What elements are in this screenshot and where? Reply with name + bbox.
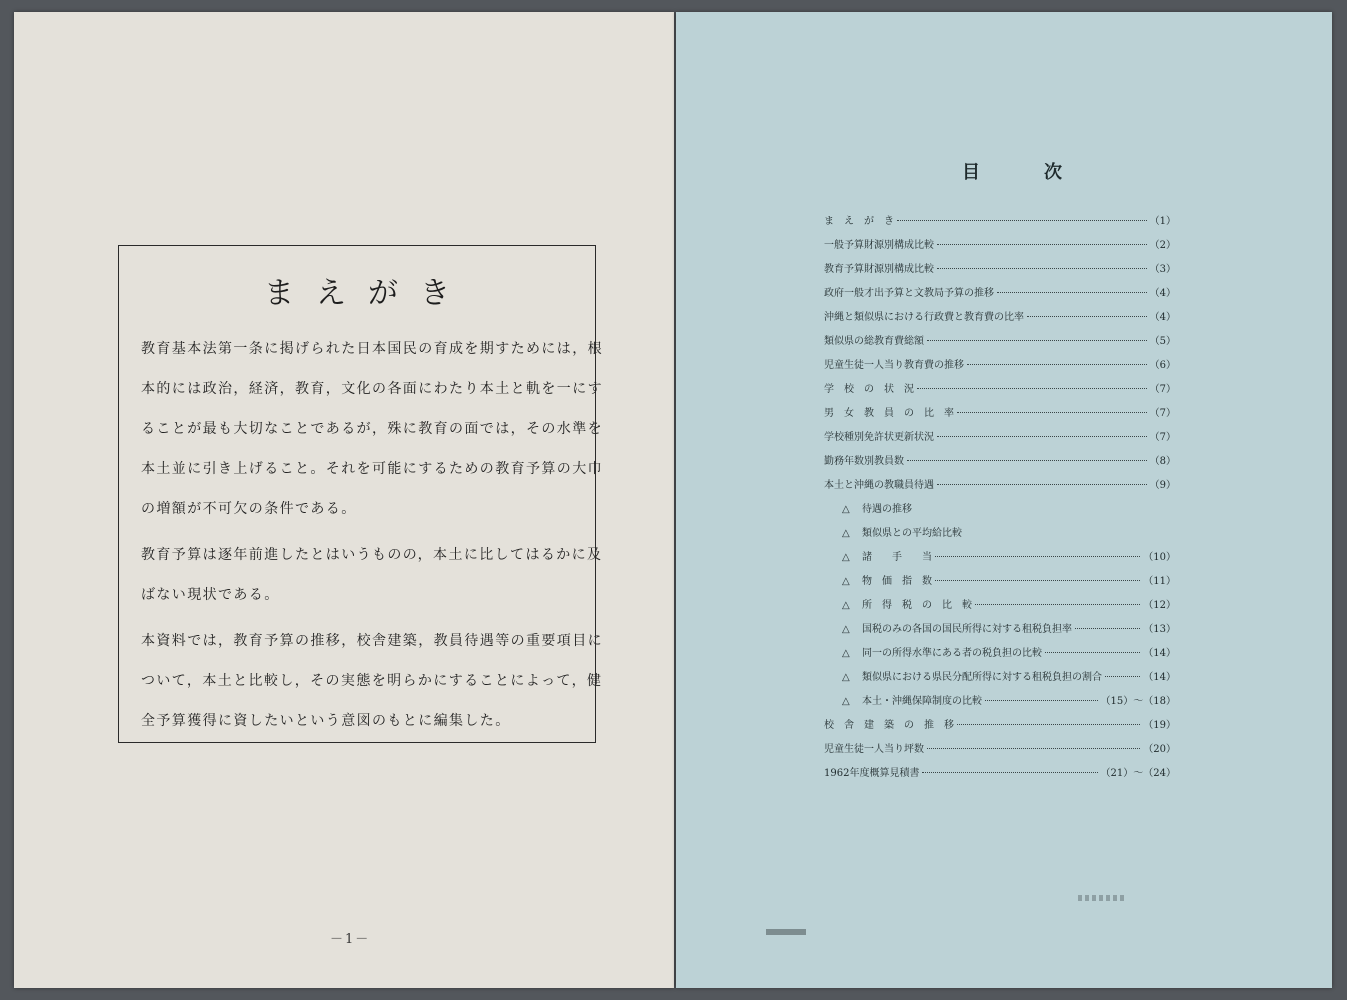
contents-entry — [824, 215, 1176, 229]
preface-line: の増額が不可欠の条件である。 — [141, 501, 357, 517]
contents-entry-page: （14） — [1143, 672, 1176, 683]
contents-entry — [842, 527, 1176, 541]
contents-entry-label: 政府一般才出予算と文教局予算の推移 — [824, 288, 994, 299]
leader-dots — [907, 460, 1147, 461]
leader-dots — [937, 436, 1147, 437]
contents-entry-label: 物 価 指 数 — [862, 576, 932, 587]
contents-entry — [824, 767, 1176, 781]
contents-entry — [824, 455, 1176, 469]
triangle-bullet-icon: △ — [842, 624, 850, 635]
contents-entry — [842, 575, 1176, 589]
leader-dots — [997, 292, 1147, 293]
contents-entry-label: 学 校 の 状 況 — [824, 384, 914, 395]
contents-entry-label: 学校種別免許状更新状況 — [824, 432, 934, 443]
contents-entry-label: 本土と沖縄の教職員待遇 — [824, 480, 934, 491]
leader-dots — [927, 340, 1147, 341]
contents-entry — [824, 407, 1176, 421]
contents-entry-label: ま え が き — [824, 216, 894, 227]
contents-entry — [842, 671, 1176, 685]
contents-entry — [824, 743, 1176, 757]
contents-entry-label: 同一の所得水準にある者の税負担の比較 — [862, 648, 1042, 659]
preface-line: 教育基本法第一条に掲げられた日本国民の育成を期すためには，根 — [141, 341, 603, 357]
contents-entry-page: （4） — [1149, 288, 1176, 299]
faint-stamp — [1078, 895, 1126, 901]
preface-line: 本土並に引き上げること。それを可能にするための教育予算の大巾 — [141, 461, 603, 477]
leader-dots — [927, 748, 1140, 749]
contents-entry-label: 待遇の推移 — [862, 504, 912, 515]
contents-entry-label: 類似県との平均給比較 — [862, 528, 962, 539]
contents-entry — [824, 335, 1176, 349]
contents-entry-page: （11） — [1143, 576, 1176, 587]
triangle-bullet-icon: △ — [842, 504, 850, 515]
triangle-bullet-icon: △ — [842, 696, 850, 707]
contents-entry-page: （3） — [1149, 264, 1176, 275]
contents-entry-page: （14） — [1143, 648, 1176, 659]
preface-title: まえがき — [264, 276, 472, 311]
leader-dots — [1105, 676, 1140, 677]
leader-dots — [967, 364, 1147, 365]
contents-entry — [824, 383, 1176, 397]
triangle-bullet-icon: △ — [842, 672, 850, 683]
contents-entry-label: 国税のみの各国の国民所得に対する租税負担率 — [862, 624, 1072, 635]
contents-entry-page: （19） — [1143, 720, 1176, 731]
preface-line: ることが最も大切なことであるが，殊に教育の面では，その水準を — [141, 421, 603, 437]
triangle-bullet-icon: △ — [842, 576, 850, 587]
contents-entry-page: （7） — [1149, 384, 1176, 395]
contents-entry-page: （15）～（18） — [1100, 696, 1176, 707]
leader-dots — [937, 244, 1147, 245]
contents-entry-label: 所 得 税 の 比 較 — [862, 600, 972, 611]
contents-entry-page: （4） — [1149, 312, 1176, 323]
leader-dots — [957, 724, 1140, 725]
leader-dots — [897, 220, 1147, 221]
contents-entry-label: 勤務年数別教員数 — [824, 456, 904, 467]
leader-dots — [1027, 316, 1147, 317]
contents-entry-label: 類似県の総教育費総額 — [824, 336, 924, 347]
contents-entry-label: 類似県における県民分配所得に対する租税負担の割合 — [862, 672, 1102, 683]
preface-line: 教育予算は逐年前進したとはいうものの，本土に比してはるかに及 — [141, 547, 603, 563]
contents-entry-page: （9） — [1149, 480, 1176, 491]
contents-entry-label: 諸 手 当 — [862, 552, 932, 563]
leader-dots — [985, 700, 1098, 701]
preface-line: 本的には政治，経済，教育，文化の各面にわたり本土と軌を一にす — [141, 381, 603, 397]
triangle-bullet-icon: △ — [842, 552, 850, 563]
leader-dots — [937, 268, 1147, 269]
contents-entry-page: （2） — [1149, 240, 1176, 251]
ink-mark — [766, 929, 806, 935]
page-number: －1－ — [330, 932, 371, 947]
contents-title: 目次 — [962, 162, 1126, 183]
contents-entry-label: 児童生徒一人当り教育費の推移 — [824, 360, 964, 371]
contents-entry-label: 児童生徒一人当り坪数 — [824, 744, 924, 755]
contents-page — [676, 12, 1332, 988]
leader-dots — [1045, 652, 1140, 653]
contents-entry-page: （1） — [1149, 216, 1176, 227]
contents-entry — [842, 551, 1176, 565]
contents-entry-page: （7） — [1149, 432, 1176, 443]
contents-entry-page: （7） — [1149, 408, 1176, 419]
contents-entry-page: （10） — [1143, 552, 1176, 563]
leader-dots — [935, 556, 1140, 557]
contents-entry-page: （21）～（24） — [1100, 768, 1176, 779]
contents-entry-label: 沖縄と類似県における行政費と教育費の比率 — [824, 312, 1024, 323]
contents-entry-page: （5） — [1149, 336, 1176, 347]
contents-entry-label: 本土・沖縄保障制度の比較 — [862, 696, 982, 707]
preface-line: ついて，本土と比較し，その実態を明らかにすることによって，健 — [141, 673, 603, 689]
contents-entry-label: 一般予算財源別構成比較 — [824, 240, 934, 251]
contents-entry-label: 教育予算財源別構成比較 — [824, 264, 934, 275]
contents-entry-page: （20） — [1143, 744, 1176, 755]
contents-entry-page: （8） — [1149, 456, 1176, 467]
leader-dots — [975, 604, 1140, 605]
preface-line: 本資料では，教育予算の推移，校舎建築，教員待遇等の重要項目に — [141, 633, 603, 649]
triangle-bullet-icon: △ — [842, 600, 850, 611]
contents-entry — [842, 695, 1176, 709]
contents-entry — [842, 647, 1176, 661]
contents-entry — [824, 287, 1176, 301]
contents-entry-page: （13） — [1143, 624, 1176, 635]
contents-entry — [842, 503, 1176, 517]
contents-entry — [824, 311, 1176, 325]
contents-entry-label: 男 女 教 員 の 比 率 — [824, 408, 954, 419]
preface-line: ばない現状である。 — [141, 587, 280, 603]
contents-entry — [842, 599, 1176, 613]
contents-entry — [824, 431, 1176, 445]
contents-entry — [824, 239, 1176, 253]
contents-entry — [824, 359, 1176, 373]
contents-entry — [842, 623, 1176, 637]
leader-dots — [1075, 628, 1140, 629]
contents-entry-page: （6） — [1149, 360, 1176, 371]
contents-entry-label: 1962年度概算見積書 — [824, 768, 920, 779]
preface-line: 全予算獲得に資したいという意図のもとに編集した。 — [141, 713, 511, 729]
leader-dots — [935, 580, 1140, 581]
leader-dots — [937, 484, 1147, 485]
contents-entry — [824, 263, 1176, 277]
leader-dots — [922, 772, 1097, 773]
preface-box — [118, 245, 603, 743]
preface-page — [14, 12, 674, 988]
contents-entry-label: 校 舎 建 築 の 推 移 — [824, 720, 954, 731]
contents-entry-page: （12） — [1143, 600, 1176, 611]
triangle-bullet-icon: △ — [842, 528, 850, 539]
leader-dots — [917, 388, 1147, 389]
leader-dots — [957, 412, 1147, 413]
contents-entry — [824, 719, 1176, 733]
triangle-bullet-icon: △ — [842, 648, 850, 659]
contents-entry — [824, 479, 1176, 493]
